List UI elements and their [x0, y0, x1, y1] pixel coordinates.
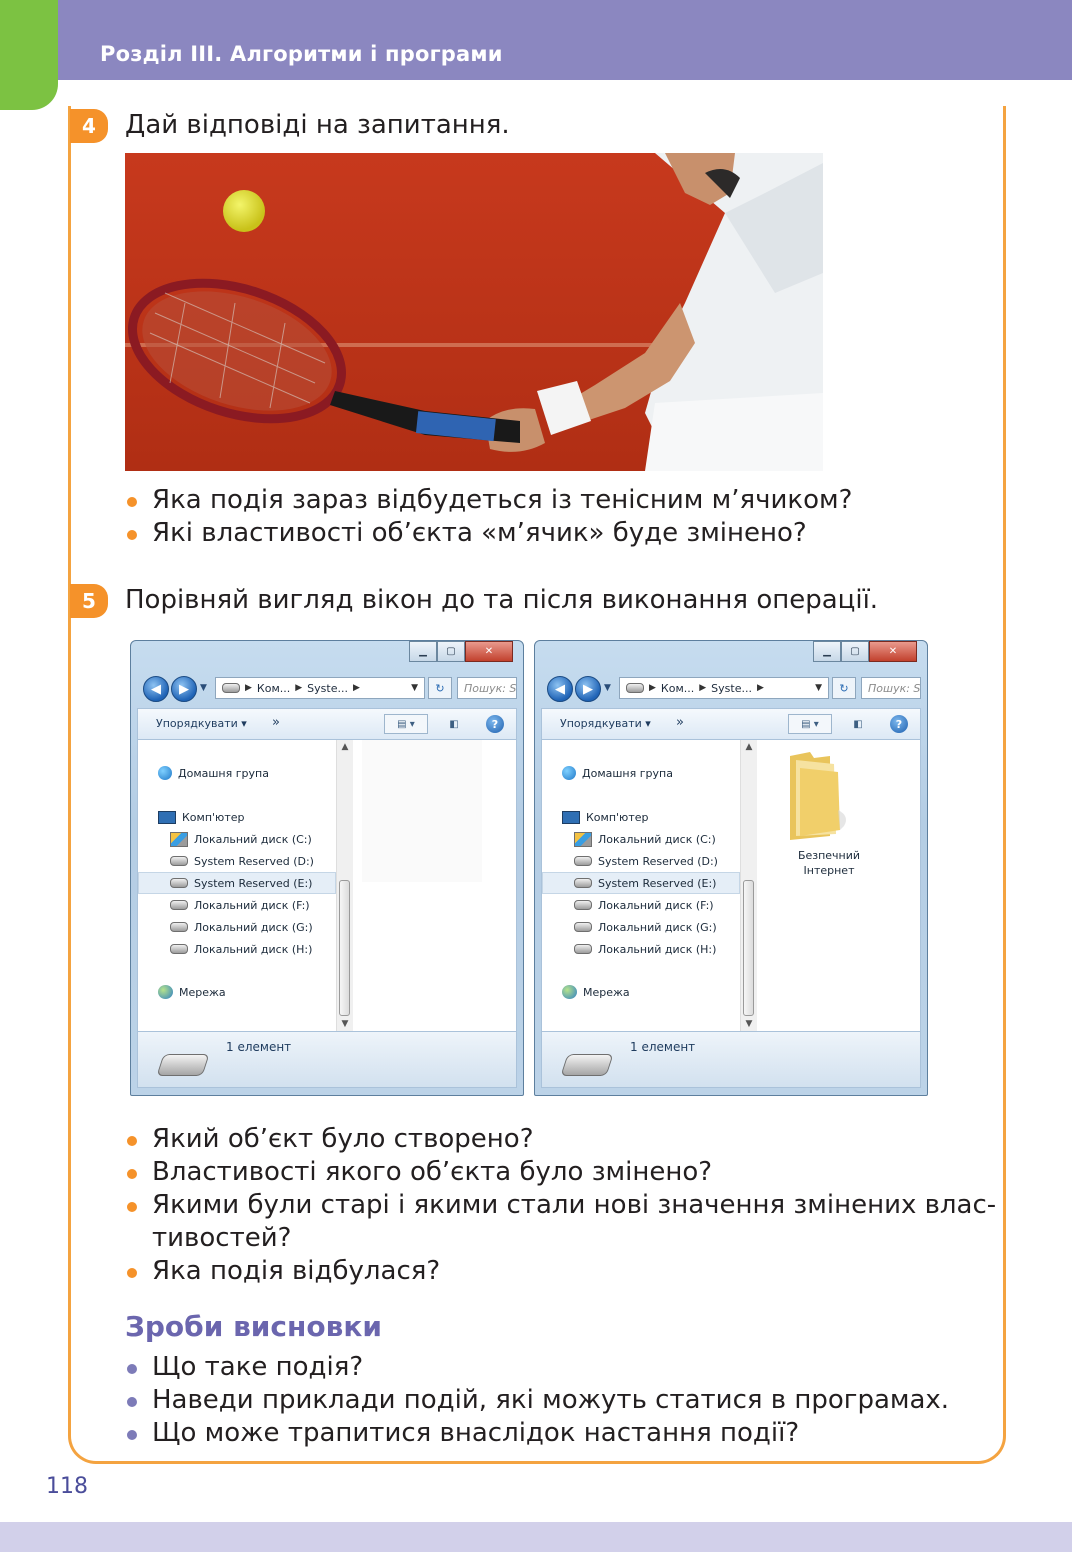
explorer-window-before: [130, 640, 524, 1096]
address-dropdown-icon[interactable]: ▼: [815, 683, 822, 693]
list-item: Які властивості об’єкта «м’ячик» буде змінено?: [125, 517, 852, 550]
scroll-up-icon[interactable]: ▲: [745, 742, 753, 752]
navigation-row: [139, 674, 517, 704]
tree-item-drive-d[interactable]: System Reserved (D:): [138, 850, 336, 872]
maximize-button[interactable]: ▢: [437, 641, 465, 662]
tree-scrollbar[interactable]: [336, 740, 353, 1031]
empty-area: [362, 740, 482, 882]
homegroup-icon: [158, 766, 172, 780]
details-pane: [137, 1032, 517, 1088]
maximize-button[interactable]: ▢: [841, 641, 869, 662]
chapter-title: Розділ III. Алгоритми і програми: [100, 42, 503, 66]
address-dropdown-icon[interactable]: ▼: [411, 683, 418, 693]
drive-icon: [170, 900, 188, 910]
back-button[interactable]: ◀: [143, 676, 169, 702]
help-icon[interactable]: ?: [486, 715, 504, 733]
system-drive-icon: [170, 832, 188, 847]
address-bar[interactable]: [215, 677, 425, 699]
forward-button[interactable]: ▶: [171, 676, 197, 702]
chevron-right-icon: ▶: [352, 683, 360, 693]
tree-item-drive-g[interactable]: Локальний диск (G:): [542, 916, 740, 938]
list-item: Що таке подія?: [125, 1351, 949, 1384]
command-bar: [541, 708, 921, 740]
list-item: Наведи приклади подій, які можуть статися в програмах.: [125, 1384, 949, 1417]
close-button[interactable]: ✕: [465, 641, 513, 662]
task-5-badge: 5: [70, 584, 108, 618]
conclusions-list: [125, 1351, 949, 1450]
drive-icon: [626, 683, 644, 693]
history-dropdown-icon[interactable]: ▼: [604, 683, 611, 693]
drive-icon: [574, 900, 592, 910]
details-pane: [541, 1032, 921, 1088]
tree-item-network[interactable]: Мережа: [138, 981, 336, 1003]
chevron-right-icon: ▶: [245, 683, 252, 693]
tree-item-drive-f[interactable]: Локальний диск (F:): [542, 894, 740, 916]
drive-icon: [170, 944, 188, 954]
item-count: 1 елемент: [630, 1040, 696, 1054]
navigation-tree: [542, 740, 758, 1031]
tree-item-homegroup[interactable]: Домашня група: [138, 762, 336, 784]
tree-item-drive-h[interactable]: Локальний диск (H:): [138, 938, 336, 960]
list-item: Якими були старі і якими стали нові значення змінених влас- тивостей?: [125, 1189, 996, 1255]
chevron-right-icon: ▶: [649, 683, 656, 693]
homegroup-icon: [562, 766, 576, 780]
drive-icon: [574, 856, 592, 866]
chapter-tab: [0, 0, 58, 110]
drive-icon: [574, 922, 592, 932]
tree-item-drive-h[interactable]: Локальний диск (H:): [542, 938, 740, 960]
tree-item-drive-f[interactable]: Локальний диск (F:): [138, 894, 336, 916]
tree-item-drive-g[interactable]: Локальний диск (G:): [138, 916, 336, 938]
tree-item-drive-e[interactable]: System Reserved (E:): [542, 872, 740, 894]
folder-content: [758, 740, 920, 1031]
window-controls: [409, 641, 513, 662]
tree-item-drive-d[interactable]: System Reserved (D:): [542, 850, 740, 872]
chevron-right-icon: ▶: [295, 683, 303, 693]
window-controls: [813, 641, 917, 662]
organize-menu[interactable]: Упорядкувати ▾: [156, 717, 247, 730]
folder-content-empty: [354, 740, 516, 1031]
view-options-icon[interactable]: ▤ ▾: [788, 714, 832, 734]
chevron-right-icon: ▶: [699, 683, 707, 693]
navigation-tree: [138, 740, 354, 1031]
drive-large-icon: [560, 1054, 613, 1076]
task-4-title: Дай відповіді на запитання.: [125, 110, 510, 140]
tree-item-homegroup[interactable]: Домашня група: [542, 762, 740, 784]
address-segment[interactable]: Ком...: [256, 681, 291, 695]
drive-icon: [222, 683, 240, 693]
scroll-thumb[interactable]: [743, 880, 754, 1016]
address-bar[interactable]: [619, 677, 829, 699]
back-button[interactable]: ◀: [547, 676, 573, 702]
tree-scrollbar[interactable]: [740, 740, 757, 1031]
search-input[interactable]: Пошук: S: [457, 677, 517, 699]
task-4-badge: 4: [70, 109, 108, 143]
preview-pane-icon[interactable]: ◧: [449, 718, 459, 730]
list-item: Яка подія відбулася?: [125, 1255, 996, 1288]
system-drive-icon: [574, 832, 592, 847]
chevron-right-icon: ▶: [756, 683, 764, 693]
tree-item-drive-c[interactable]: Локальний диск (C:): [138, 828, 336, 850]
history-dropdown-icon[interactable]: ▼: [200, 683, 207, 693]
explorer-pane: [541, 740, 921, 1032]
scroll-up-icon[interactable]: ▲: [341, 742, 349, 752]
drive-icon: [574, 944, 592, 954]
minimize-button[interactable]: ▁: [409, 641, 437, 662]
address-segment[interactable]: Syste...: [711, 681, 752, 695]
tree-item-computer[interactable]: Комп'ютер: [542, 806, 740, 828]
preview-pane-icon[interactable]: ◧: [853, 718, 863, 730]
refresh-button[interactable]: ↻: [428, 677, 452, 699]
tree-item-drive-c[interactable]: Локальний диск (C:): [542, 828, 740, 850]
tree-item-drive-e[interactable]: System Reserved (E:): [138, 872, 336, 894]
help-icon[interactable]: ?: [890, 715, 908, 733]
task-5-title: Порівняй вигляд вікон до та після виконання операції.: [125, 585, 879, 615]
command-bar: [137, 708, 517, 740]
address-segment[interactable]: Syste...: [307, 681, 348, 695]
explorer-pane: [137, 740, 517, 1032]
list-item: Який об’єкт було створено?: [125, 1123, 996, 1156]
list-item: Що може трапитися внаслідок настання події?: [125, 1417, 949, 1450]
network-icon: [158, 985, 173, 999]
drive-icon: [170, 922, 188, 932]
forward-button[interactable]: ▶: [575, 676, 601, 702]
organize-menu[interactable]: Упорядкувати ▾: [560, 717, 651, 730]
more-commands-button[interactable]: »: [272, 715, 280, 730]
computer-icon: [158, 811, 176, 824]
list-item: Яка подія зараз відбудеться із тенісним м’ячиком?: [125, 484, 852, 517]
scroll-thumb[interactable]: [339, 880, 350, 1016]
scroll-down-icon[interactable]: ▼: [745, 1019, 753, 1029]
task-5-questions: [125, 1123, 996, 1288]
tree-item-network[interactable]: Мережа: [542, 981, 740, 1003]
header-bar: [0, 0, 1072, 80]
navigation-row: [543, 674, 921, 704]
drive-icon: [574, 878, 592, 888]
task-4-questions: [125, 484, 852, 550]
search-input[interactable]: Пошук: S: [861, 677, 921, 699]
address-segment[interactable]: Ком...: [660, 681, 695, 695]
close-button[interactable]: ✕: [869, 641, 917, 662]
refresh-button[interactable]: ↻: [832, 677, 856, 699]
tennis-photo-illustration: [125, 153, 823, 471]
scroll-down-icon[interactable]: ▼: [341, 1019, 349, 1029]
network-icon: [562, 985, 577, 999]
footer-bar: [0, 1522, 1072, 1552]
list-item: Властивості якого об’єкта було змінено?: [125, 1156, 996, 1189]
more-commands-button[interactable]: »: [676, 715, 684, 730]
view-options-icon[interactable]: ▤ ▾: [384, 714, 428, 734]
drive-large-icon: [156, 1054, 209, 1076]
tree-item-computer[interactable]: Комп'ютер: [138, 806, 336, 828]
page-number: 118: [46, 1474, 88, 1499]
folder-name[interactable]: Безпечний Інтернет: [797, 849, 861, 877]
computer-icon: [562, 811, 580, 824]
minimize-button[interactable]: ▁: [813, 641, 841, 662]
folder-icon[interactable]: [786, 750, 850, 842]
drive-icon: [170, 856, 188, 866]
explorer-window-after: [534, 640, 928, 1096]
item-count: 1 елемент: [226, 1040, 292, 1054]
drive-icon: [170, 878, 188, 888]
tennis-photo: [125, 153, 823, 471]
conclusions-heading: Зроби висновки: [125, 1310, 382, 1343]
